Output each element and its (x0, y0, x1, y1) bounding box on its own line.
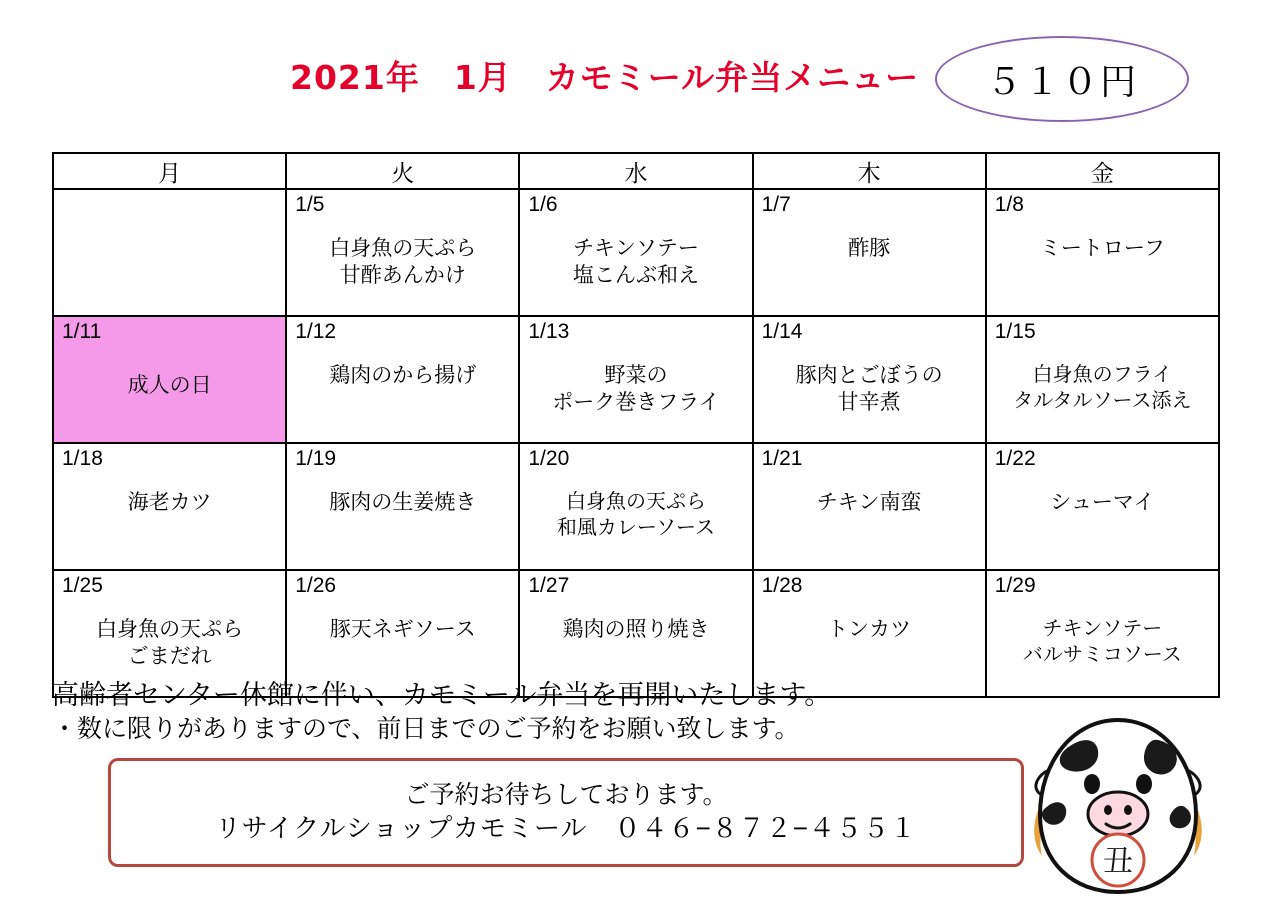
cell-menu (287, 490, 518, 517)
calendar-cell (519, 316, 752, 443)
menu-line: 白身魚のフライ (1032, 364, 1173, 386)
menu-line: 甘辛煮 (837, 390, 901, 414)
cell-menu (987, 236, 1218, 263)
weekday-header-mon: 月 (53, 153, 286, 189)
calendar-cell (753, 443, 986, 570)
cell-date: 1/11 (62, 320, 102, 343)
cell-date: 1/18 (62, 447, 103, 470)
calendar-cell (53, 570, 286, 697)
cell-menu (987, 617, 1218, 668)
calendar-cell (286, 316, 519, 443)
cell-menu (754, 490, 985, 517)
cell-menu (520, 617, 751, 644)
calendar-cell (519, 443, 752, 570)
cell-menu (987, 490, 1218, 517)
menu-line: 塩こんぶ和え (572, 263, 699, 287)
cell-date: 1/8 (994, 193, 1024, 216)
cell-date: 1/29 (994, 574, 1036, 597)
cell-date: 1/21 (761, 447, 803, 470)
page-title: 2021年 1月 カモミール弁当メニュー (290, 58, 920, 97)
calendar-cell (986, 443, 1219, 570)
menu-line: 豚肉の生姜焼き (329, 491, 477, 514)
menu-line: 白身魚の天ぷら (96, 618, 244, 641)
cell-date: 1/20 (528, 447, 570, 470)
note-reservation-required: ・数に限りがありますので、前日までのご予約をお願い致します。 (52, 715, 800, 744)
cell-menu (54, 617, 285, 671)
calendar-cell (519, 570, 752, 697)
calendar-cell-empty (53, 189, 286, 316)
calendar-cell (753, 570, 986, 697)
note-reopen: 高齢者センター休館に伴い、カモミール弁当を再開いたします。 (52, 680, 832, 710)
menu-line: 海老カツ (127, 491, 212, 514)
cell-menu (754, 617, 985, 644)
cell-menu (54, 490, 285, 517)
weekday-header-wed: 水 (519, 153, 752, 189)
price-badge (935, 36, 1189, 122)
cell-date: 1/28 (761, 574, 803, 597)
weekday-header-tue: 火 (286, 153, 519, 189)
menu-line: 豚天ネギソース (329, 618, 476, 641)
calendar-cell (53, 443, 286, 570)
menu-line: バルサミコソース (1022, 643, 1182, 666)
ox-daruma-illustration (1018, 710, 1218, 900)
menu-line: チキンソテー (573, 237, 699, 260)
calendar-week-row (53, 316, 1219, 443)
cell-holiday-label (54, 373, 285, 400)
calendar-cell (753, 316, 986, 443)
calendar-cell (986, 570, 1219, 697)
cell-menu (987, 363, 1218, 414)
cell-menu (287, 236, 518, 290)
menu-line: チキン南蛮 (816, 491, 922, 514)
cell-menu (754, 236, 985, 263)
cell-date: 1/14 (761, 320, 803, 343)
menu-line: 野菜の (604, 364, 668, 387)
calendar-cell (286, 443, 519, 570)
cell-date: 1/26 (295, 574, 337, 597)
calendar-week-row (53, 189, 1219, 316)
calendar-header-row (53, 153, 1219, 189)
menu-line: 成人の日 (127, 374, 212, 397)
cell-menu (287, 617, 518, 644)
cell-date: 1/25 (62, 574, 103, 597)
menu-line: ポーク巻きフライ (552, 390, 720, 414)
weekday-header-thu: 木 (753, 153, 986, 189)
menu-line: 豚肉とごぼうの (795, 364, 943, 387)
cell-date: 1/19 (295, 447, 337, 470)
menu-line: 鶏肉のから揚げ (329, 364, 477, 387)
calendar-cell (286, 570, 519, 697)
menu-line: 和風カレーソース (556, 516, 716, 539)
weekday-header-fri: 金 (986, 153, 1219, 189)
calendar-cell (286, 189, 519, 316)
cell-menu (520, 236, 751, 290)
menu-line: タルタルソース添え (1013, 389, 1192, 412)
ox-kanji: 丑 (1103, 844, 1133, 879)
calendar-table (52, 152, 1220, 698)
calendar-cell (519, 189, 752, 316)
cell-date: 1/5 (295, 193, 325, 216)
notes-block (52, 680, 1062, 744)
price-label: ５１０円 (985, 60, 1138, 102)
calendar-cell (53, 316, 286, 443)
calendar-cell (753, 189, 986, 316)
menu-line: 鶏肉の照り焼き (562, 618, 710, 641)
cell-date: 1/6 (528, 193, 558, 216)
cell-date: 1/12 (295, 320, 337, 343)
reservation-contact: リサイクルショップカモミール ０４６−８７２−４５５１ (215, 812, 917, 843)
cell-date: 1/7 (761, 193, 791, 216)
menu-line: 白身魚の天ぷら (329, 237, 477, 260)
reservation-message: ご予約お待ちしております。 (404, 781, 728, 810)
cell-menu (520, 490, 751, 541)
menu-line: 酢豚 (848, 237, 891, 260)
menu-line: ごまだれ (127, 644, 212, 668)
cell-date: 1/15 (994, 320, 1036, 343)
cell-menu (287, 363, 518, 390)
cell-menu (754, 363, 985, 417)
menu-calendar (52, 152, 1220, 698)
menu-line: 白身魚の天ぷら (565, 491, 706, 513)
menu-line: 甘酢あんかけ (339, 263, 466, 287)
calendar-week-row (53, 570, 1219, 697)
menu-line: トンカツ (827, 618, 912, 641)
poster-header (0, 0, 1280, 135)
reservation-box (108, 758, 1024, 867)
cell-date: 1/13 (528, 320, 570, 343)
calendar-cell (986, 316, 1219, 443)
calendar-week-row (53, 443, 1219, 570)
calendar-cell (986, 189, 1219, 316)
cell-date: 1/22 (994, 447, 1036, 470)
cell-menu (520, 363, 751, 417)
menu-line: シューマイ (1050, 491, 1155, 514)
menu-line: チキンソテー (1042, 618, 1163, 640)
menu-line: ミートローフ (1039, 237, 1165, 260)
cell-date: 1/27 (528, 574, 570, 597)
